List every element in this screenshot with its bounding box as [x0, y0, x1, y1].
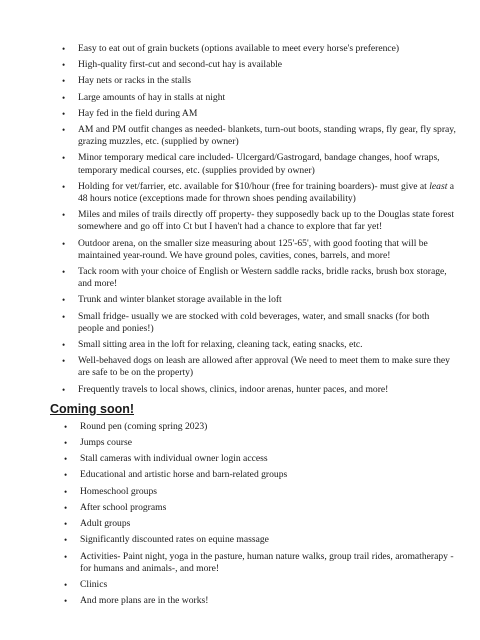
list-item: • After school programs	[64, 501, 167, 513]
bullet-icon: •	[62, 340, 66, 351]
list-item: • Large amounts of hay in stalls at night	[62, 91, 226, 103]
bullet-icon: •	[62, 238, 66, 249]
list-item: • Easy to eat out of grain buckets (options available to meet every horse's preference)	[62, 43, 400, 54]
bullet-icon: •	[62, 125, 66, 136]
list-item: • Trunk and winter blanket storage available in the loft	[62, 294, 282, 306]
bullet-icon: •	[64, 596, 68, 607]
list-item: • Small fridge- usually we are stocked with cold beverages, water, and small snacks (for both people and ponies!)	[62, 310, 430, 334]
bullet-icon: •	[64, 421, 68, 432]
bullet-icon: •	[64, 535, 68, 546]
bullet-icon: •	[62, 60, 66, 71]
bullet-icon: •	[62, 356, 66, 367]
bullet-icon: •	[64, 486, 68, 497]
list-item: • Tack room with your choice of English or Western saddle racks, bridle racks, brush box storage, and more!	[62, 266, 447, 290]
list-item: • Clinics	[64, 578, 108, 590]
list-item: • Stall cameras with individual owner login access	[64, 453, 268, 465]
bullet-icon: •	[64, 551, 68, 562]
coming-soon-heading: Coming soon!	[50, 401, 135, 416]
bullet-icon: •	[64, 470, 68, 481]
list-item: • Well-behaved dogs on leash are allowed after approval (We need to meet them to make sure they are safe to be on the property)	[62, 355, 450, 379]
bullet-icon: •	[64, 579, 68, 590]
bullet-icon: •	[64, 502, 68, 513]
amenities-list	[50, 43, 456, 396]
list-item: • Hay fed in the field during AM	[62, 107, 198, 119]
bullet-icon: •	[62, 92, 66, 103]
list-item: • Activities- Paint night, yoga in the pasture, human nature walks, group trail rides, aromatherapy -for humans and animals-, and more!	[64, 550, 454, 574]
list-item: • Minor temporary medical care included- Ulcergard/Gastrogard, bandage changes, hoof wraps, temporary medical courses, etc. (supplies provided by owner)	[62, 152, 440, 176]
coming-soon-list	[50, 421, 456, 607]
list-item: • Hay nets or racks in the stalls	[62, 75, 191, 87]
list-item-holding: • Holding for vet/farrier, etc. available for $10/hour (free for training boarders)- must give at least a 48 hours notice (exceptions made for thrown shoes pending availability)	[62, 180, 455, 205]
bullet-icon: •	[62, 76, 66, 87]
list-item: • Outdoor arena, on the smaller size measuring about 125'-65', with good footing that will be maintained year-round. We have ground poles, cavities, cones, barrels, and more!	[62, 237, 428, 261]
list-item: • Jumps course	[64, 437, 132, 449]
list-item: • Small sitting area in the loft for relaxing, cleaning tack, eating snacks, etc.	[62, 339, 363, 351]
list-item: • Significantly discounted rates on equine massage	[64, 534, 269, 546]
bullet-icon: •	[64, 519, 68, 530]
list-item: • AM and PM outfit changes as needed- blankets, turn-out boots, standing wraps, fly gear, fly spray, grazing muzzles, etc. (supplied by owner)	[62, 124, 456, 148]
list-item: • Frequently travels to local shows, clinics, indoor arenas, hunter paces, and more!	[62, 383, 389, 395]
bullet-icon: •	[64, 454, 68, 465]
bullet-icon: •	[62, 311, 66, 322]
bullet-icon: •	[62, 108, 66, 119]
list-item: • High-quality first-cut and second-cut hay is available	[62, 59, 283, 71]
bullet-icon: •	[62, 44, 66, 54]
bullet-icon: •	[64, 438, 68, 449]
list-item: • And more plans are in the works!	[64, 595, 209, 607]
list-item: • Homeschool groups	[64, 485, 158, 497]
bullet-icon: •	[62, 210, 66, 221]
bullet-icon: •	[62, 181, 66, 192]
bullet-icon: •	[62, 384, 66, 395]
bullet-icon: •	[62, 267, 66, 278]
bullet-icon: •	[62, 295, 66, 306]
bullet-icon: •	[62, 153, 66, 164]
list-item: • Adult groups	[64, 518, 131, 530]
list-item: • Educational and artistic horse and barn-related groups	[64, 469, 288, 481]
emphasis-text: least	[429, 180, 448, 192]
list-item: • Round pen (coming spring 2023)	[64, 420, 208, 432]
list-item: • Miles and miles of trails directly off property- they supposedly back up to the Douglas state forest somewhere and go off into Ct but I haven't had a chance to explore that far yet!	[62, 209, 455, 233]
